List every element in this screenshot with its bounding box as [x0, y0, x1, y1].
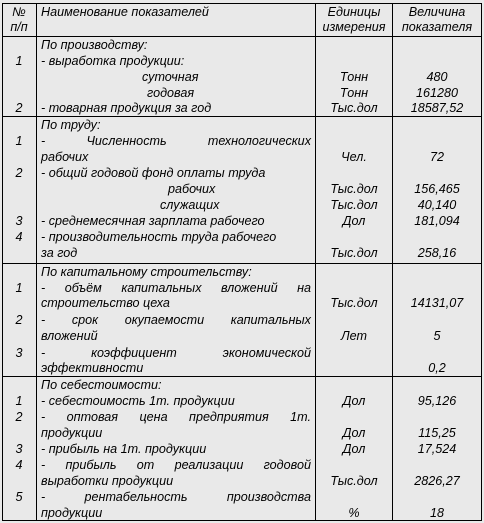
word: окупаемости [124, 313, 205, 327]
row-value: 258,16 [417, 246, 457, 260]
row-label-continued: за год [41, 246, 78, 260]
row-value: 2826,27 [414, 474, 460, 488]
row-unit: Тыс.дол [330, 474, 378, 488]
row-value: 156,465 [414, 182, 460, 196]
header-value-line2: показателя [401, 20, 473, 34]
word: Численность [86, 134, 167, 148]
word: производства [226, 490, 311, 504]
row-label: - общий годовой фонд оплаты труда [41, 166, 266, 180]
row-sublabel: рабочих [168, 182, 216, 196]
row-label: - производительность труда рабочего [41, 230, 277, 244]
row-num: 3 [15, 346, 23, 360]
row-num: 3 [15, 214, 23, 228]
row-num: 1 [15, 54, 23, 68]
row-unit: Дол [342, 394, 366, 408]
section-title-cost: По себестоимости: [41, 378, 162, 392]
row-label-continued: строительство цеха [41, 296, 170, 310]
row-num: 3 [15, 442, 23, 456]
row-label-justified [41, 133, 311, 149]
word: рентабельность [84, 490, 188, 504]
row-label-continued: вложений [41, 329, 98, 343]
row-label-continued: выработки продукции [41, 474, 174, 488]
row-num: 2 [15, 313, 23, 327]
row-unit: Дол [342, 442, 366, 456]
word: коэффициент [91, 346, 177, 360]
row-label-justified [41, 345, 311, 361]
row-value: 161280 [415, 86, 459, 100]
row-num: 2 [15, 101, 23, 115]
row-num: 5 [15, 490, 23, 504]
row-sublabel: служащих [160, 198, 220, 212]
word: реализации [174, 458, 244, 472]
word: годовой [263, 458, 311, 472]
word: прибыль [65, 458, 117, 472]
row-value: 72 [429, 150, 444, 164]
row-num: 4 [15, 230, 23, 244]
row-unit: % [348, 506, 360, 520]
row-label: - себестоимость 1т. продукции [41, 394, 235, 408]
row-label-continued: продукции [41, 426, 103, 440]
word: цена [139, 410, 168, 424]
row-value: 18587,52 [410, 101, 464, 115]
row-unit: Тонн [339, 70, 369, 84]
header-value-line1: Величина [408, 5, 466, 19]
word: технологических [207, 134, 311, 148]
row-label: - выработка продукции: [41, 54, 185, 68]
row-label-justified [41, 409, 311, 425]
word: - [41, 410, 46, 424]
row-value: 5 [433, 329, 441, 343]
row-unit: Тыс.дол [330, 182, 378, 196]
row-label-justified [41, 457, 311, 473]
word: - [41, 346, 46, 360]
row-label-justified [41, 312, 311, 328]
word: экономической [222, 346, 311, 360]
row-sublabel: годовая [147, 86, 195, 100]
row-num: 1 [15, 281, 23, 295]
word: - [41, 134, 46, 148]
row-num: 1 [15, 394, 23, 408]
word: капитальных [121, 281, 202, 295]
row-unit: Чел. [341, 150, 367, 164]
header-name: Наименование показателей [41, 5, 209, 19]
section-title-labor: По труду: [41, 118, 101, 132]
row-num: 2 [15, 166, 23, 180]
row-value: 95,126 [417, 394, 457, 408]
row-label-justified [41, 280, 311, 296]
word: - [41, 281, 46, 295]
row-label: - среднемесячная зарплата рабочего [41, 214, 265, 228]
row-value: 0,2 [428, 361, 446, 375]
row-label-continued: рабочих [41, 150, 89, 164]
section-title-capital: По капитальному строительству: [41, 265, 252, 279]
row-value: 18 [429, 506, 444, 520]
word: вложений [220, 281, 278, 295]
row-label-continued: эффективности [41, 361, 144, 375]
word: объём [64, 281, 102, 295]
row-value: 115,25 [418, 426, 456, 440]
row-value: 181,094 [414, 214, 460, 228]
word: предприятия [189, 410, 269, 424]
row-unit: Тыс.дол [330, 198, 378, 212]
word: капитальных [230, 313, 311, 327]
row-unit: Тыс.дол [330, 101, 378, 115]
row-label-justified [41, 489, 311, 505]
header-num-line1: № [12, 5, 26, 19]
header-num-line2: п/п [10, 20, 28, 34]
row-num: 4 [15, 458, 23, 472]
row-num: 2 [15, 410, 23, 424]
row-value: 14131,07 [410, 296, 464, 310]
word: оптовая [66, 410, 118, 424]
row-value: 480 [426, 70, 448, 84]
word: 1т. [290, 410, 311, 424]
row-sublabel: суточная [142, 70, 199, 84]
row-value: 17,524 [417, 442, 457, 456]
row-unit: Тыс.дол [330, 296, 378, 310]
word: - [41, 458, 46, 472]
row-unit: Тонн [339, 86, 369, 100]
word: срок [71, 313, 99, 327]
row-num: 1 [15, 134, 23, 148]
row-unit: Тыс.дол [330, 246, 378, 260]
word: от [136, 458, 155, 472]
row-unit: Дол [342, 426, 366, 440]
row-unit: Дол [342, 214, 366, 228]
row-value: 40,140 [417, 198, 457, 212]
row-label: - прибыль на 1т. продукции [41, 442, 207, 456]
section-title-production: По производству: [41, 38, 148, 52]
row-label-continued: продукции [41, 506, 103, 520]
word: - [41, 490, 46, 504]
header-unit-line2: измерения [322, 20, 386, 34]
header-unit-line1: Единицы [327, 5, 381, 19]
word: на [297, 281, 311, 295]
row-unit: Лет [341, 329, 367, 343]
word: - [41, 313, 46, 327]
row-label: - товарная продукция за год [41, 101, 212, 115]
column-divider-num [36, 3, 37, 521]
table-border-right [481, 3, 482, 521]
